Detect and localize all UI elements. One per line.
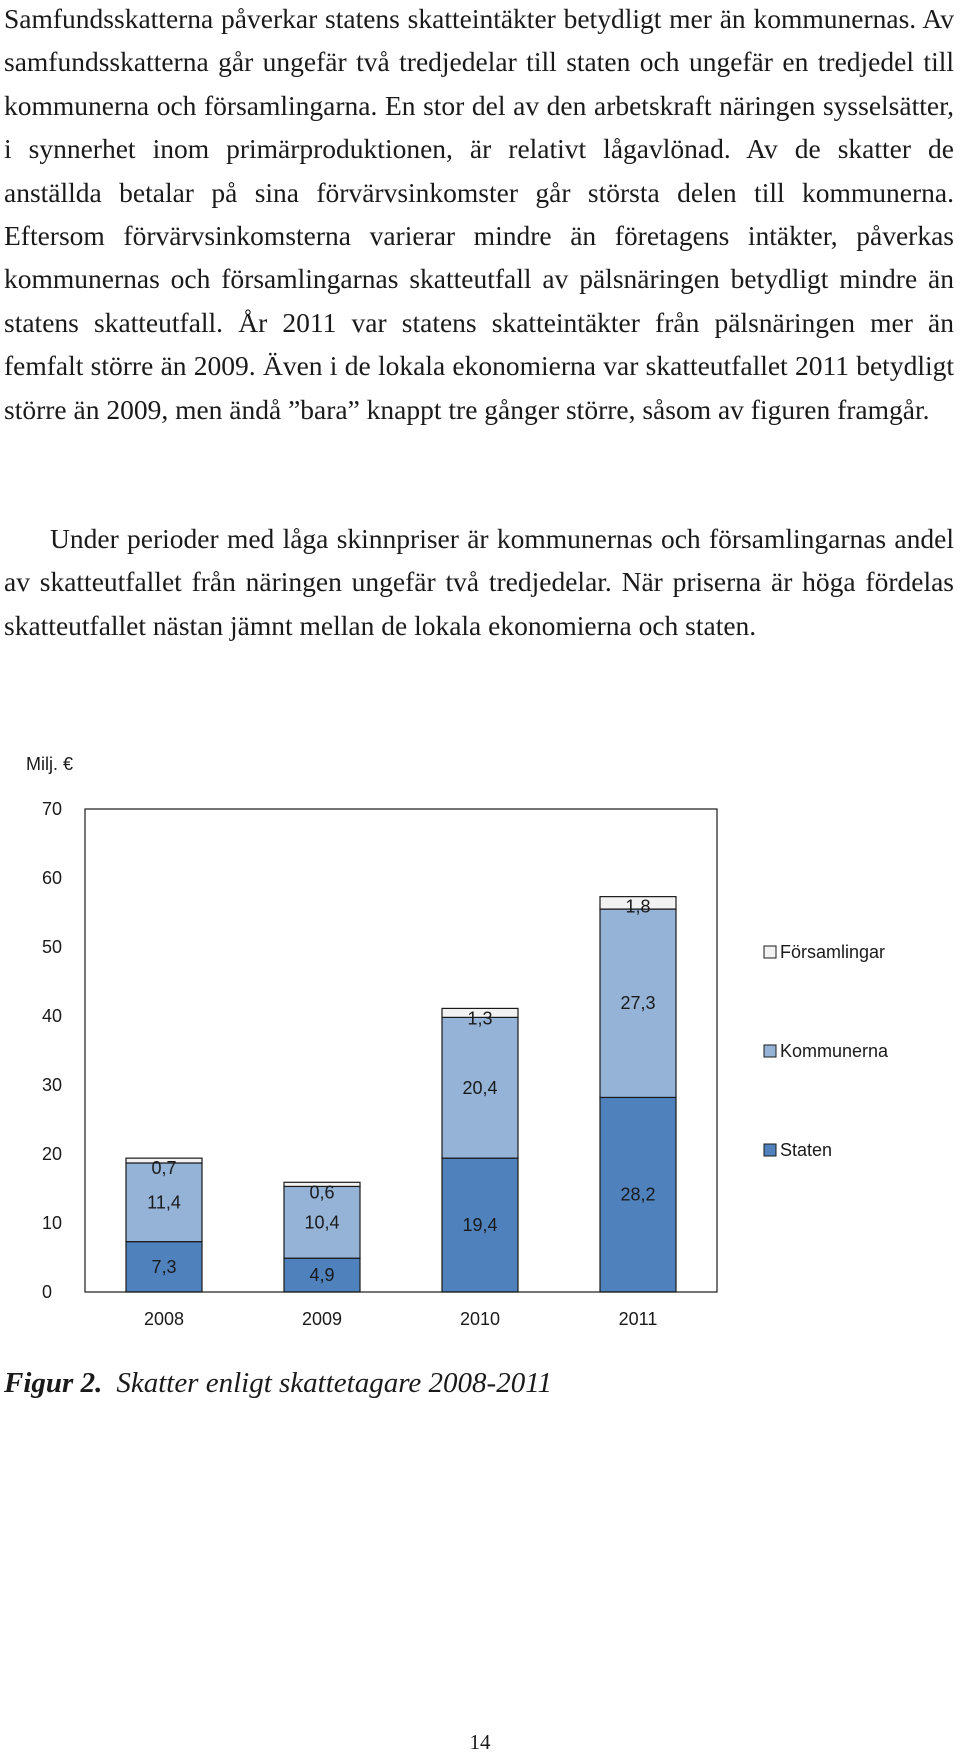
legend-swatch bbox=[764, 946, 776, 958]
legend-swatch bbox=[764, 1045, 776, 1057]
x-tick-label: 2008 bbox=[143, 1309, 185, 1329]
data-label: 4,9 bbox=[309, 1265, 335, 1286]
x-tick-label: 2010 bbox=[459, 1309, 501, 1329]
data-label: 10,4 bbox=[304, 1212, 340, 1233]
y-tick-label: 50 bbox=[42, 937, 63, 957]
y-axis-title: Milj. € bbox=[26, 754, 74, 774]
legend-swatch bbox=[764, 1144, 776, 1156]
data-label: 11,4 bbox=[147, 1192, 181, 1213]
y-tick-label: 40 bbox=[42, 1006, 63, 1026]
legend-label: Församlingar bbox=[780, 942, 886, 962]
figure-caption-text: Skatter enligt skattetagare 2008-2011 bbox=[116, 1367, 553, 1399]
y-tick-label: 20 bbox=[42, 1144, 63, 1164]
y-tick-label: 10 bbox=[42, 1213, 63, 1233]
data-label: 28,2 bbox=[620, 1184, 656, 1205]
data-label: 0,6 bbox=[309, 1182, 335, 1203]
body-paragraph-1: Samfundsskatterna påverkar statens skatteintäkter betydligt mer än kommunernas. Av samfundsskatterna går ungefär två tredjedelar till staten och ungefär en tredjedel till kommunerna och församlingarna. En stor del av den arbetskraft näringen sysselsätter, i synnerhet inom primärproduktionen, är relativt lågavlönad. Av de skatter de anställda betalar på sina förvärvsinkomster går största delen till kommunerna. Eftersom förvärvsinkomsterna varierar mindre än företagens intäkter, påverkas kommunernas och församlingarnas skatteutfall av pälsnäringen betydligt mindre än statens skatteutfall. År 2011 var statens skatteintäkter från pälsnäringen mer än femfalt större än 2009. Även i de lokala ekonomierna var skatteutfallet 2011 betydligt större än 2009, men ändå ”bara” knappt tre gånger större, såsom av figuren framgår. bbox=[4, 3, 954, 425]
y-tick-label: 60 bbox=[42, 868, 63, 888]
legend-label: Staten bbox=[780, 1140, 833, 1160]
data-label: 1,3 bbox=[467, 1008, 493, 1029]
data-label: 1,8 bbox=[625, 896, 651, 917]
y-tick-label: 0 bbox=[42, 1282, 53, 1302]
data-label: 20,4 bbox=[462, 1077, 498, 1098]
tax-chart bbox=[0, 740, 960, 1340]
data-label: 7,3 bbox=[151, 1256, 177, 1277]
y-tick-label: 70 bbox=[42, 799, 63, 819]
data-label: 0,7 bbox=[151, 1158, 177, 1179]
x-tick-label: 2011 bbox=[618, 1309, 658, 1329]
y-tick-label: 30 bbox=[42, 1075, 63, 1095]
x-tick-label: 2009 bbox=[301, 1309, 343, 1329]
figure-caption bbox=[4, 1367, 552, 1400]
figure-number: Figur 2. bbox=[4, 1367, 103, 1399]
legend-label: Kommunerna bbox=[780, 1041, 889, 1061]
data-label: 27,3 bbox=[620, 993, 656, 1014]
data-label: 19,4 bbox=[462, 1215, 498, 1236]
page-number: 14 bbox=[469, 1730, 491, 1754]
body-paragraph-2: Under perioder med låga skinnpriser är kommunernas och församlingarnas andel av skatteutfallet från näringen ungefär två tredjedelar. När priserna är höga fördelas skatteutfallet nästan jämnt mellan de lokala ekonomierna och staten. bbox=[4, 523, 954, 641]
